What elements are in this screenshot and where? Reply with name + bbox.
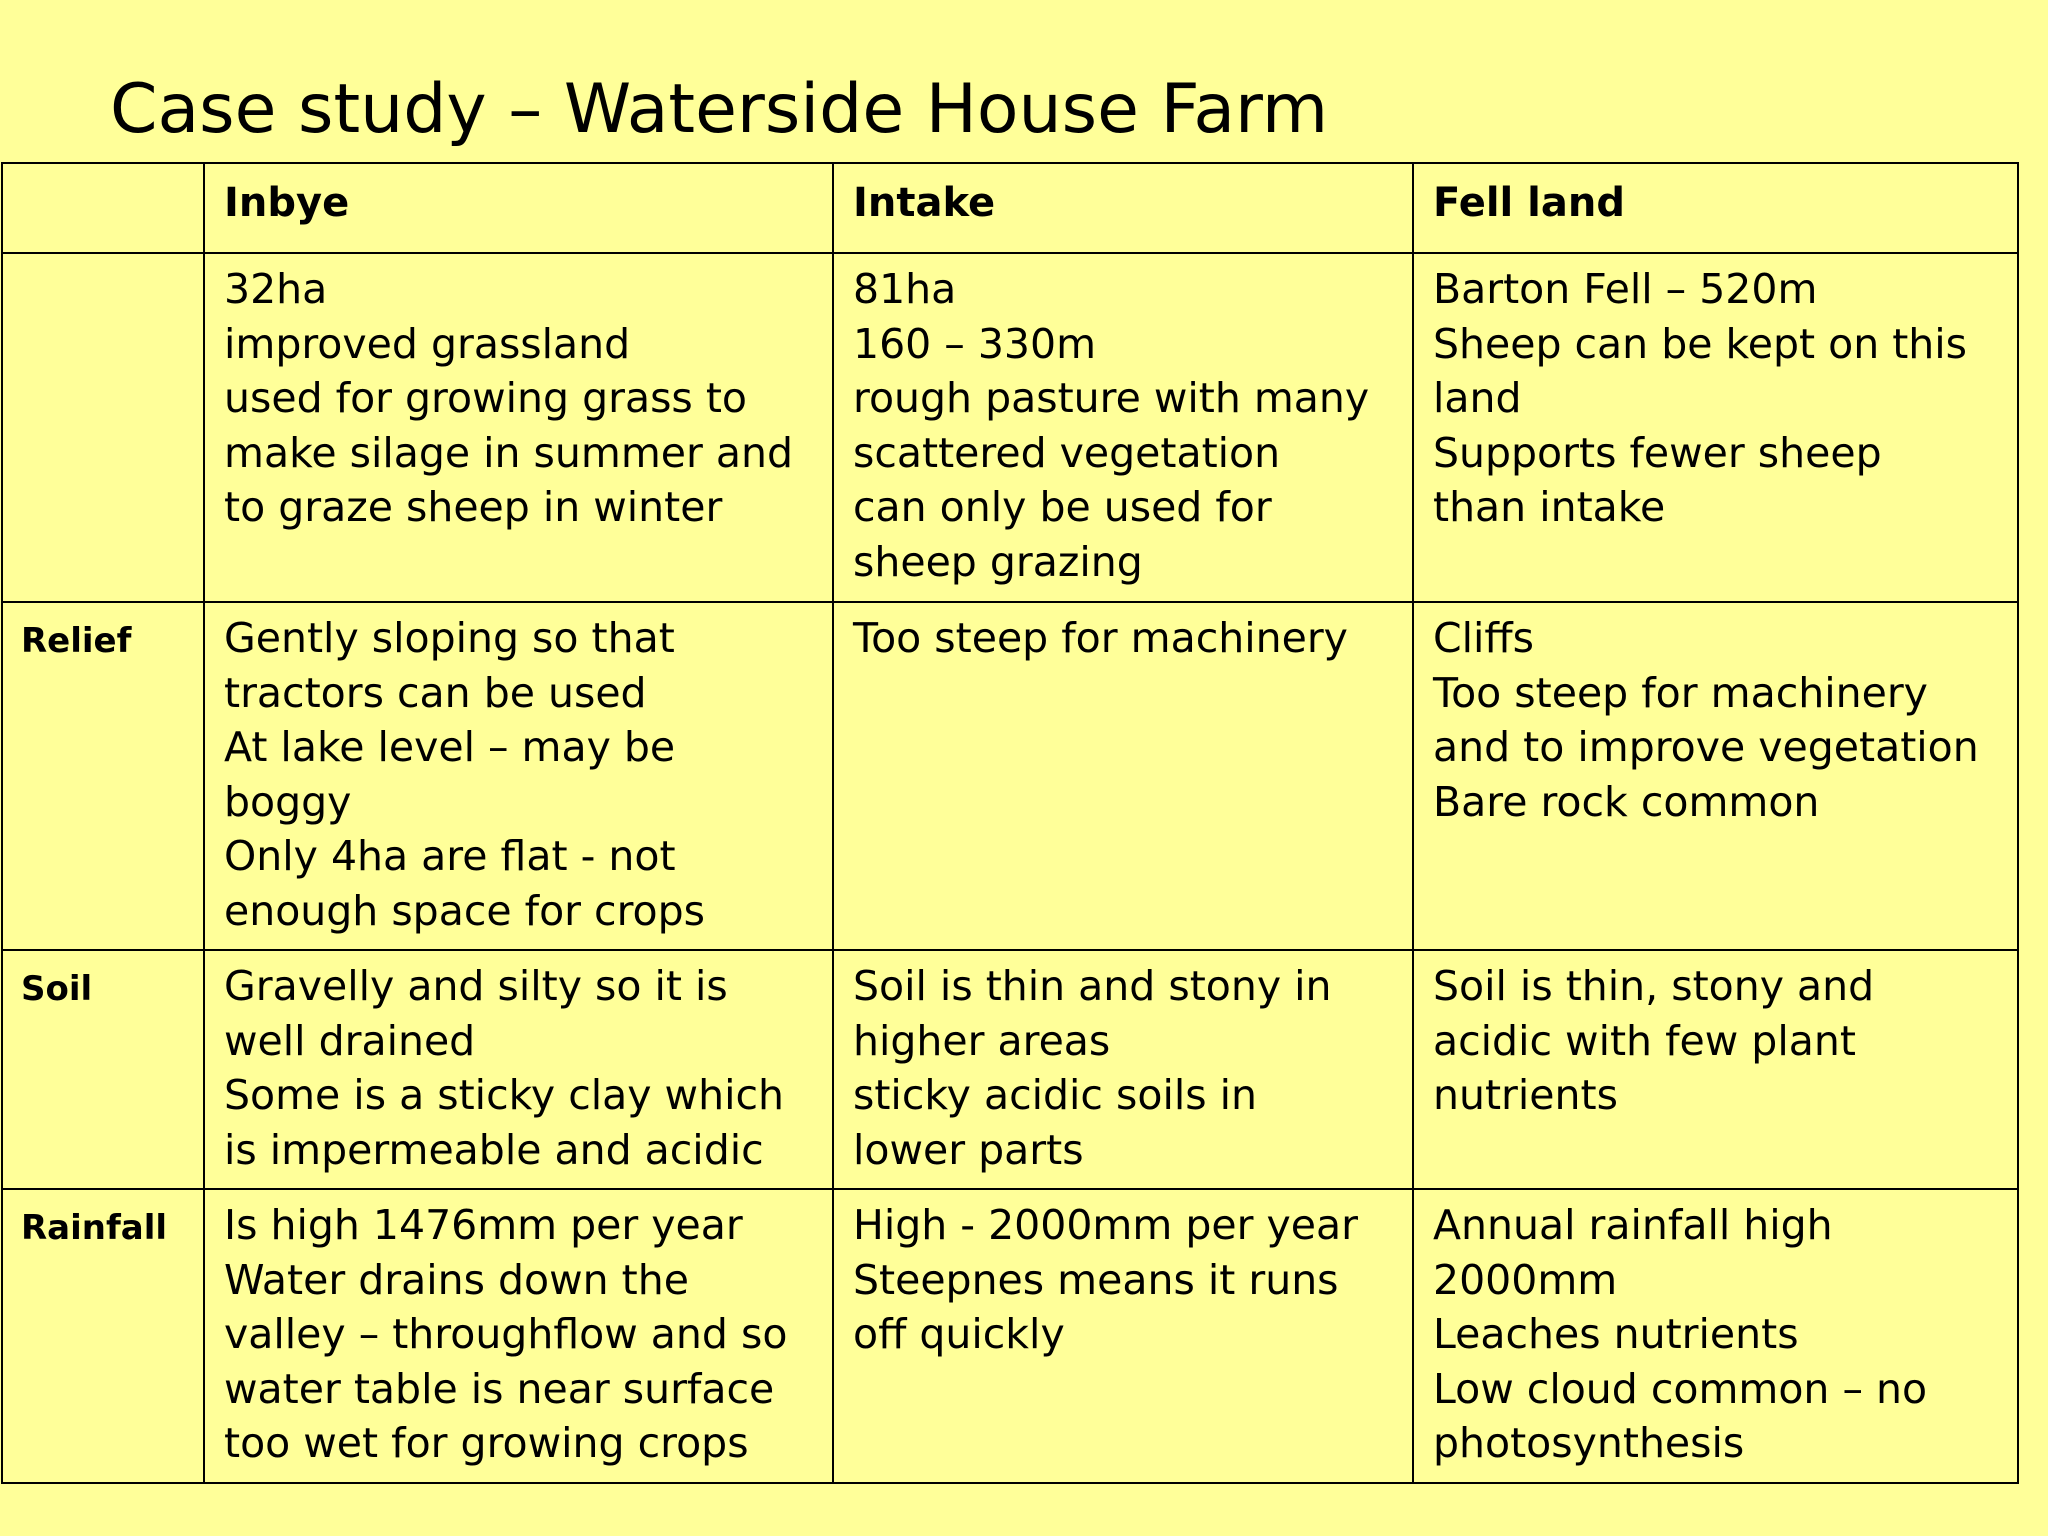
table-cell-inbye <box>204 950 833 1189</box>
cell-text-line: 2000mm <box>1433 1255 1618 1304</box>
cell-text-line: 32ha <box>224 265 328 313</box>
cell-text-line: water table is near surface <box>224 1364 775 1413</box>
cell-text-line: 160 – 330m <box>853 319 1097 368</box>
table-cell-intake <box>833 950 1413 1189</box>
header-cell-fell-land: Fell land <box>1413 163 2018 253</box>
cell-text-line: used for growing grass to <box>224 374 747 422</box>
cell-text-line: Too steep for machinery <box>853 614 1348 662</box>
cell-text-line: photosynthesis <box>1433 1419 1745 1467</box>
cell-text-line: tractors can be used <box>224 668 647 717</box>
cell-text-line: Annual rainfall high <box>1433 1201 1833 1249</box>
cell-text-line: At lake level – may be <box>224 723 676 771</box>
cell-text-line: enough space for crops <box>224 886 706 935</box>
slide-title: Case study – Waterside House Farm <box>110 70 1329 149</box>
cell-text-line: High - 2000mm per year <box>853 1201 1358 1249</box>
table-cell-inbye <box>204 253 833 602</box>
header-cell-inbye: Inbye <box>204 163 833 253</box>
table-cell-intake <box>833 253 1413 602</box>
table-cell-fell-land <box>1413 1189 2018 1483</box>
header-cell-empty <box>2 163 204 253</box>
cell-text-line: sheep grazing <box>853 537 1143 586</box>
cell-text-line: sticky acidic soils in <box>853 1071 1257 1119</box>
cell-text-line: 81ha <box>853 265 957 313</box>
cell-text-line: Only 4ha are flat - not <box>224 832 676 880</box>
case-study-table <box>1 162 2019 1484</box>
cell-text-line: is impermeable and acidic <box>224 1125 764 1174</box>
cell-text-line: improved grassland <box>224 319 631 368</box>
cell-text-line: Is high 1476mm per year <box>224 1201 743 1249</box>
cell-text-line: to graze sheep in winter <box>224 483 723 531</box>
row-label-cell: Relief <box>2 602 204 950</box>
row-label-cell: Rainfall <box>2 1189 204 1483</box>
cell-text-line: nutrients <box>1433 1071 1618 1119</box>
table-cell-fell-land <box>1413 253 2018 602</box>
table-cell-intake <box>833 602 1413 950</box>
cell-text-line: higher areas <box>853 1016 1111 1065</box>
cell-text-line: Leaches nutrients <box>1433 1310 1799 1358</box>
cell-text-line: well drained <box>224 1016 476 1065</box>
table-cell-fell-land <box>1413 602 2018 950</box>
cell-text-line: boggy <box>224 777 352 826</box>
cell-text-line: Water drains down the <box>224 1255 689 1304</box>
cell-text-line: Steepnes means it runs <box>853 1255 1339 1304</box>
cell-text-line: off quickly <box>853 1310 1065 1358</box>
cell-text-line: Sheep can be kept on this <box>1433 319 1968 368</box>
cell-text-line: valley – throughflow and so <box>224 1310 788 1358</box>
cell-text-line: Some is a sticky clay which <box>224 1071 784 1119</box>
cell-text-line: scattered vegetation <box>853 428 1281 477</box>
cell-text-line: rough pasture with many <box>853 374 1370 422</box>
table-cell-inbye <box>204 1189 833 1483</box>
cell-text-line: than intake <box>1433 483 1666 531</box>
cell-text-line: Gently sloping so that <box>224 614 675 662</box>
header-cell-intake: Intake <box>833 163 1413 253</box>
table-row <box>2 253 2018 602</box>
cell-text-line: Gravelly and silty so it is <box>224 962 728 1010</box>
cell-text-line: and to improve vegetation <box>1433 723 1979 771</box>
cell-text-line: land <box>1433 374 1522 422</box>
cell-text-line: too wet for growing crops <box>224 1419 749 1467</box>
table-header-row <box>2 163 2018 253</box>
table-row <box>2 950 2018 1189</box>
table-cell-intake <box>833 1189 1413 1483</box>
cell-text-line: Cliffs <box>1433 614 1535 662</box>
cell-text-line: can only be used for <box>853 483 1272 531</box>
table-cell-fell-land <box>1413 950 2018 1189</box>
cell-text-line: Too steep for machinery <box>1433 668 1928 717</box>
cell-text-line: Soil is thin and stony in <box>853 962 1332 1010</box>
cell-text-line: lower parts <box>853 1125 1084 1174</box>
table-row <box>2 1189 2018 1483</box>
cell-text-line: Bare rock common <box>1433 777 1820 826</box>
cell-text-line: Barton Fell – 520m <box>1433 265 1818 313</box>
cell-text-line: Soil is thin, stony and <box>1433 962 1875 1010</box>
row-label-cell: Soil <box>2 950 204 1189</box>
cell-text-line: acidic with few plant <box>1433 1016 1856 1065</box>
cell-text-line: Low cloud common – no <box>1433 1364 1928 1413</box>
table-cell-inbye <box>204 602 833 950</box>
cell-text-line: Supports fewer sheep <box>1433 428 1882 477</box>
cell-text-line: make silage in summer and <box>224 428 794 477</box>
table-row <box>2 602 2018 950</box>
row-label-cell <box>2 253 204 602</box>
